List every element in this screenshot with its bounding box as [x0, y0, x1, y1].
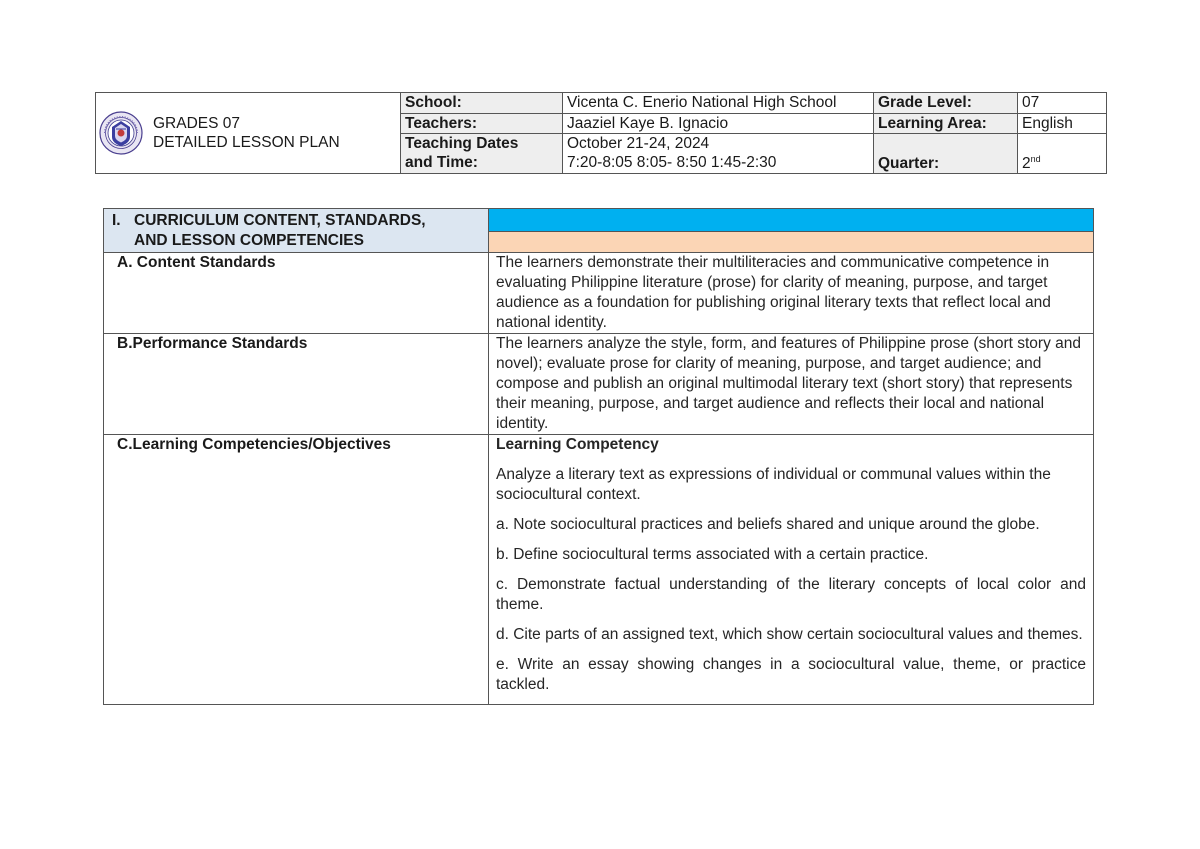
- objective-item: c. Demonstrate factual understanding of the literary concepts of local color and theme.: [496, 576, 1086, 613]
- teaching-dates-value: [563, 134, 874, 174]
- quarter-label: Quarter:: [874, 134, 1018, 174]
- grade-level-value: 07: [1018, 93, 1107, 114]
- header-color-bar-blue: [489, 209, 1094, 232]
- document-title: [153, 114, 340, 152]
- curriculum-table: [103, 208, 1094, 705]
- table-row: [104, 253, 1094, 334]
- header-color-bar-peach: [489, 231, 1094, 252]
- table-row: [104, 334, 1094, 435]
- title-line-2: DETAILED LESSON PLAN: [153, 134, 340, 151]
- competency-text: Analyze a literary text as expressions of individual or communal values within the sociocultural context.: [496, 466, 1051, 503]
- competency-title: Learning Competency: [496, 436, 659, 453]
- content-standards-text: The learners demonstrate their multiliteracies and communicative competence in evaluating Philippine literature (prose) for clarity of meaning, purpose, and target audience as a foundation for publishing original literary texts that reflect local and national identity.: [489, 253, 1094, 334]
- teaching-dates-label-line2: and Time:: [405, 154, 478, 171]
- section-title-line1: CURRICULUM CONTENT, STANDARDS,: [134, 212, 426, 229]
- teachers-label: Teachers:: [401, 114, 563, 134]
- learning-area-value: English: [1018, 114, 1107, 134]
- school-value: Vicenta C. Enerio National High School: [563, 93, 874, 114]
- teachers-value: Jaaziel Kaye B. Ignacio: [563, 114, 874, 134]
- teaching-dates-value-line1: October 21-24, 2024: [567, 135, 710, 152]
- grade-level-label: Grade Level:: [874, 93, 1018, 114]
- teaching-time-value-line2: 7:20-8:05 8:05- 8:50 1:45-2:30: [567, 154, 777, 171]
- table-row: [104, 435, 1094, 705]
- objective-item: e. Write an essay showing changes in a sociocultural value, theme, or practice tackled.: [496, 656, 1086, 693]
- objective-item: d. Cite parts of an assigned text, which show certain sociocultural values and themes.: [496, 626, 1083, 643]
- section-number: I.: [112, 212, 121, 229]
- header-table: [95, 92, 1107, 174]
- content-standards-label: A. Content Standards: [104, 253, 489, 334]
- learning-area-label: Learning Area:: [874, 114, 1018, 134]
- objective-item: a. Note sociocultural practices and beliefs shared and unique around the globe.: [496, 516, 1040, 533]
- quarter-suffix: nd: [1030, 153, 1041, 164]
- deped-seal-icon: [99, 111, 143, 155]
- competencies-label: C.Learning Competencies/Objectives: [104, 435, 489, 705]
- competencies-cell: [489, 435, 1094, 705]
- section-heading: [104, 209, 489, 253]
- section-title-line2: AND LESSON COMPETENCIES: [134, 232, 364, 249]
- quarter-number: 2: [1022, 155, 1031, 172]
- performance-standards-text: The learners analyze the style, form, and features of Philippine prose (short story and novel); evaluate prose for clarity of meaning, purpose, and target audience; and compose and publish an original multimodal literary text (short story) that represents their meaning, purpose, and target audience and reflects their local and national identity.: [489, 334, 1094, 435]
- title-line-1: GRADES 07: [153, 115, 241, 132]
- school-label: School:: [401, 93, 563, 114]
- objective-item: b. Define sociocultural terms associated with a certain practice.: [496, 546, 929, 563]
- performance-standards-label: B.Performance Standards: [104, 334, 489, 435]
- teaching-dates-label: [401, 134, 563, 174]
- teaching-dates-label-line1: Teaching Dates: [405, 135, 519, 152]
- header-logo-cell: [96, 93, 401, 174]
- quarter-value: [1018, 134, 1107, 174]
